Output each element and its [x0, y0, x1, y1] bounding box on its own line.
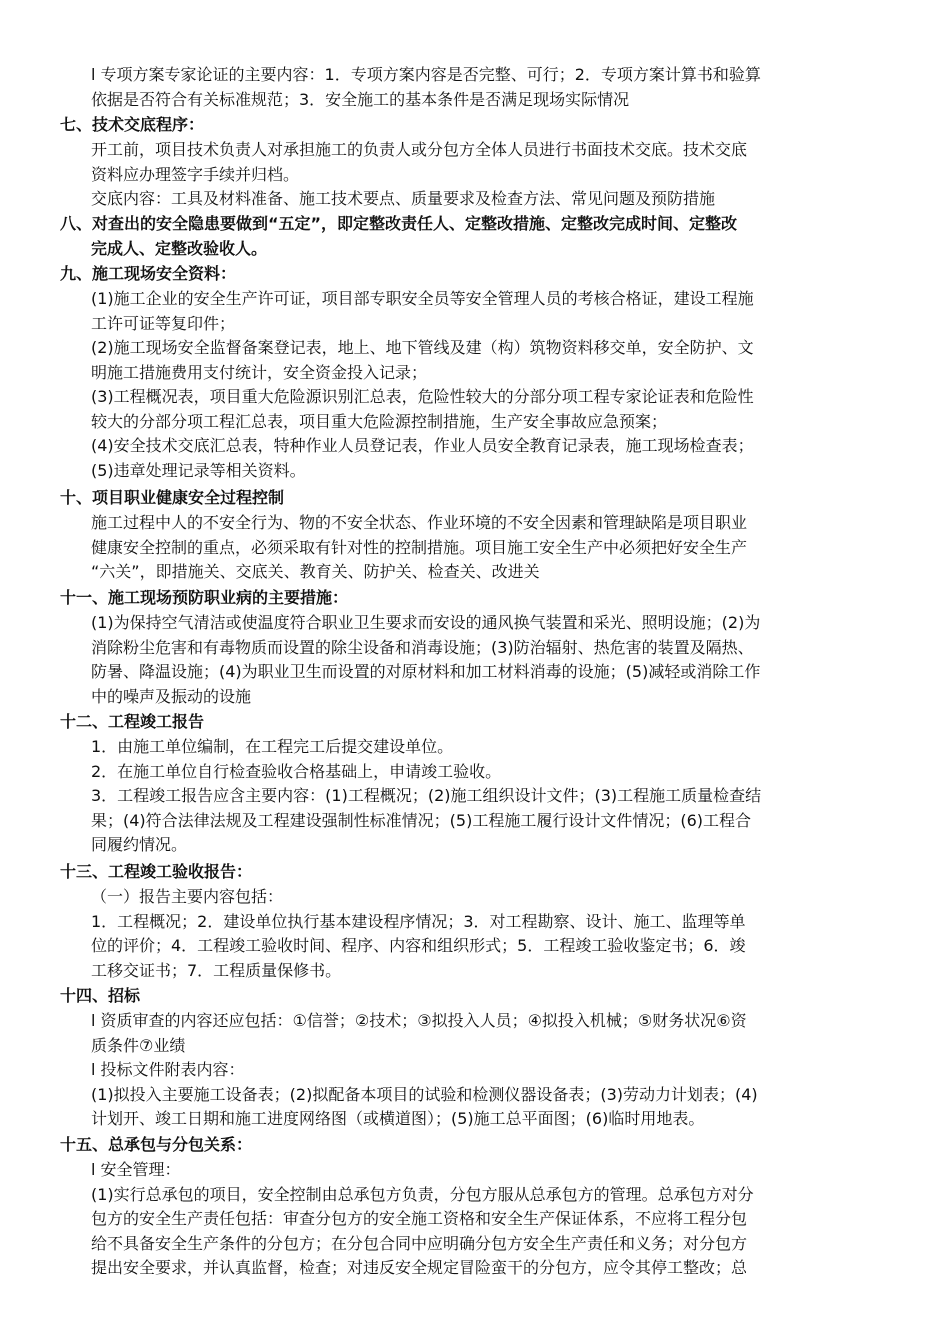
text-line: 开工前，项目技术负责人对承担施工的负责人或分包方全体人员进行书面技术交底。技术交底: [91, 140, 748, 159]
text-line: l 投标文件附表内容：: [91, 1060, 245, 1079]
section-body-15: [91, 1158, 891, 1281]
text-line: （一）报告主要内容包括：: [91, 887, 284, 906]
text-line: 2．在施工单位自行检查验收合格基础上，申请竣工验收。: [91, 761, 502, 781]
text-line: l 专项方案专家论证的主要内容：1．专项方案内容是否完整、可行；2．专项方案计算书和验算: [91, 65, 761, 84]
text-line: 施工过程中人的不安全行为、物的不安全状态、作业环境的不安全因素和管理缺陷是项目职业: [91, 513, 748, 532]
section-body-10: [91, 511, 891, 585]
section-heading-9: 九、施工现场安全资料：: [60, 264, 237, 283]
text-line: 较大的分部分项工程汇总表，项目重大危险源控制措施，生产安全事故应急预案；: [91, 411, 668, 431]
text-line: (1)拟投入主要施工设备表；(2)拟配备本项目的试验和检测仪器设备表；(3)劳动力计划表；(4): [91, 1084, 758, 1104]
section-heading-15: 十五、总承包与分包关系：: [60, 1135, 253, 1154]
section-body-14: [91, 1009, 891, 1132]
text-line: (4)安全技术交底汇总表，特种作业人员登记表，作业人员安全教育记录表，施工现场检查表；: [91, 436, 754, 455]
text-line: 包方的安全生产责任包括：审查分包方的安全施工资格和安全生产保证体系，不应将工程分包: [91, 1209, 748, 1228]
heading-line: 完成人、定整改验收人。: [91, 238, 268, 258]
section-heading-14: 十四、招标: [60, 986, 141, 1005]
text-line: 计划开、竣工日期和施工进度网络图（或横道图）；(5)施工总平面图；(6)临时用地表。: [91, 1109, 705, 1128]
section-body-9: [91, 287, 891, 483]
section-body-7: [91, 138, 891, 212]
text-line: l 资质审查的内容还应包括：①信誉；②技术；③拟投入人员；④拟投入机械；⑤财务状况⑥资: [91, 1011, 747, 1030]
text-line: 给不具备安全生产条件的分包方；在分包合同中应明确分包方安全生产责任和义务；对分包方: [91, 1233, 748, 1253]
section-heading-7: 七、技术交底程序：: [60, 115, 205, 134]
text-line: (2)施工现场安全监督备案登记表，地上、地下管线及建（构）筑物资料移交单，安全防护、文: [91, 338, 754, 357]
section-heading-12: 十二、工程竣工报告: [60, 712, 205, 731]
section-heading-10: 十、项目职业健康安全过程控制: [60, 488, 285, 507]
text-line: (1)施工企业的安全生产许可证，项目部专职安全员等安全管理人员的考核合格证，建设工程施: [91, 289, 754, 308]
text-line: 工许可证等复印件；: [91, 313, 236, 333]
text-line: 位的评价；4．工程竣工验收时间、程序、内容和组织形式；5．工程竣工验收鉴定书；6．竣: [91, 936, 746, 955]
text-line: 交底内容：工具及材料准备、施工技术要点、质量要求及检查方法、常见问题及预防措施: [91, 189, 716, 208]
section-heading-8: [60, 212, 900, 261]
section-body-12: [91, 735, 891, 858]
text-line: 1．由施工单位编制，在工程完工后提交建设单位。: [91, 737, 454, 756]
text-line: 中的噪声及振动的设施: [91, 686, 252, 706]
text-line: 同履约情况。: [91, 835, 188, 854]
heading-line: 八、对查出的安全隐患要做到“五定”，即定整改责任人、定整改措施、定整改完成时间、定整改: [60, 214, 738, 233]
section-body-11: [91, 611, 891, 709]
section-heading-13: 十三、工程竣工验收报告：: [60, 862, 253, 881]
text-line: 1．工程概况；2．建设单位执行基本建设程序情况；3．对工程勘察、设计、施工、监理等单: [91, 911, 746, 931]
text-line: 果；(4)符合法律法规及工程建设强制性标准情况；(5)工程施工履行设计文件情况；(6)工程合: [91, 810, 751, 830]
text-line: 质条件⑦业绩: [91, 1035, 186, 1055]
intro-paragraph: [91, 63, 891, 112]
section-heading-11: 十一、施工现场预防职业病的主要措施：: [60, 588, 349, 607]
text-line: 提出安全要求，并认真监督，检查；对违反安全规定冒险蛮干的分包方，应令其停工整改；总: [91, 1258, 748, 1277]
text-line: 明施工措施费用支付统计，安全资金投入记录；: [91, 362, 428, 382]
text-line: l 安全管理：: [91, 1160, 181, 1179]
text-line: (3)工程概况表，项目重大危险源识别汇总表，危险性较大的分部分项工程专家论证表和危险性: [91, 387, 754, 406]
text-line: 依据是否符合有关标准规范；3．安全施工的基本条件是否满足现场实际情况: [91, 89, 630, 109]
text-line: 3．工程竣工报告应含主要内容：(1)工程概况；(2)施工组织设计文件；(3)工程施工质量检查结: [91, 786, 762, 805]
text-line: 工移交证书；7．工程质量保修书。: [91, 960, 342, 980]
text-line: (5)违章处理记录等相关资料。: [91, 460, 306, 480]
text-line: (1)为保持空气清洁或使温度符合职业卫生要求而安设的通风换气装置和采光、照明设施；(2)为: [91, 613, 761, 632]
text-line: 防暑、降温设施；(4)为职业卫生而设置的对原材料和加工材料消毒的设施；(5)减轻或消除工作: [91, 662, 761, 681]
text-line: 健康安全控制的重点，必须采取有针对性的控制措施。项目施工安全生产中必须把好安全生产: [91, 537, 748, 557]
section-body-13: [91, 885, 891, 983]
text-line: 资料应办理签字手续并归档。: [91, 164, 300, 184]
text-line: “六关”，即措施关、交底关、教育关、防护关、检查关、改进关: [91, 562, 540, 581]
text-line: 消除粉尘危害和有毒物质而设置的除尘设备和消毒设施；(3)防治辐射、热危害的装置及隔热、: [91, 637, 754, 657]
text-line: (1)实行总承包的项目，安全控制由总承包方负责，分包方服从总承包方的管理。总承包方对分: [91, 1184, 754, 1204]
